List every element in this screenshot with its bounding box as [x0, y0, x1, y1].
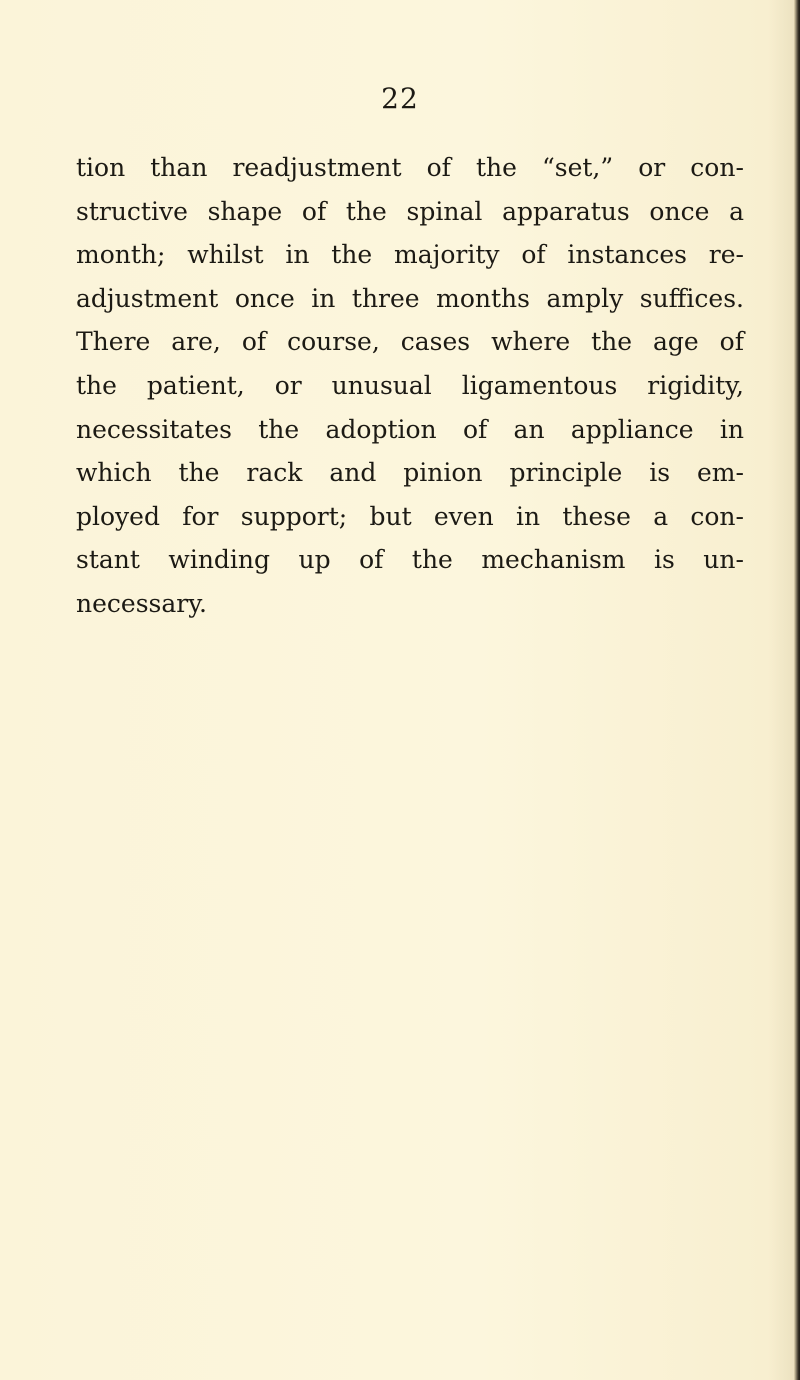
word: adjustment	[76, 283, 219, 313]
word: a	[653, 501, 669, 531]
word: these	[562, 501, 631, 531]
word: the	[76, 370, 117, 400]
word: support;	[240, 501, 348, 531]
word: con-	[690, 153, 744, 182]
word: amply	[546, 283, 624, 313]
word: con-	[690, 501, 744, 531]
word: of	[719, 327, 744, 357]
word: age	[652, 327, 699, 357]
word: majority	[394, 240, 500, 270]
word: and	[329, 458, 377, 488]
word: once	[649, 196, 710, 226]
word: even	[433, 501, 494, 531]
word: cases	[400, 327, 471, 357]
word: patient,	[146, 370, 245, 400]
word: once	[234, 283, 295, 313]
word: There	[76, 327, 151, 357]
word: re-	[708, 240, 744, 270]
word: unusual	[331, 370, 432, 400]
word: necessitates	[76, 414, 232, 444]
word: in	[311, 283, 336, 313]
word: in	[285, 240, 310, 270]
text-line	[76, 408, 744, 452]
word: apparatus	[502, 196, 630, 226]
word: the	[411, 545, 453, 575]
page-edge-shadow	[794, 0, 800, 1380]
word: of	[521, 240, 546, 270]
text-line	[76, 190, 744, 234]
word: where	[491, 327, 571, 357]
text-line	[76, 538, 744, 582]
word: for	[182, 501, 219, 531]
text-line	[76, 451, 744, 495]
word: a	[729, 196, 744, 226]
word: is	[649, 458, 671, 488]
word: or	[638, 153, 666, 182]
word: pinion	[403, 458, 483, 488]
text-line	[76, 582, 744, 626]
word: winding	[168, 545, 271, 575]
word: or	[274, 370, 302, 400]
word: rack	[246, 458, 303, 488]
word: in	[719, 414, 744, 444]
word: course,	[287, 327, 380, 357]
word: tion	[76, 153, 126, 182]
word: rigidity,	[647, 370, 744, 400]
word: the	[475, 153, 517, 182]
word: than	[150, 153, 208, 182]
word: stant	[76, 545, 140, 575]
word: an	[513, 414, 545, 444]
word: but	[369, 501, 412, 531]
word: adoption	[325, 414, 437, 444]
word: the	[591, 327, 633, 357]
word: spinal	[406, 196, 483, 226]
word: are,	[171, 327, 221, 357]
word: of	[241, 327, 267, 357]
word: un-	[703, 545, 744, 575]
word: appliance	[570, 414, 694, 444]
word: ligamentous	[461, 370, 618, 400]
word: of	[359, 545, 384, 575]
text-line	[76, 495, 744, 539]
word: of	[462, 414, 488, 444]
word: the	[331, 240, 373, 270]
word: structive	[76, 196, 188, 226]
word: necessary.	[76, 588, 207, 618]
page-number: 22	[381, 82, 419, 115]
word: whilst	[187, 240, 264, 270]
text-line	[76, 277, 744, 321]
word: of	[426, 153, 451, 182]
word: principle	[509, 458, 623, 488]
word: up	[298, 545, 331, 575]
word: of	[301, 196, 327, 226]
word: the	[258, 414, 300, 444]
word: is	[653, 545, 675, 575]
text-line	[76, 233, 744, 277]
word: mechanism	[481, 545, 626, 575]
word: the	[345, 196, 387, 226]
word: shape	[207, 196, 283, 226]
body-text	[76, 146, 744, 626]
word: in	[515, 501, 541, 531]
word: ployed	[76, 501, 160, 531]
word: months	[436, 283, 530, 313]
word: em-	[696, 458, 744, 488]
word: month;	[76, 240, 166, 270]
word: “set,”	[541, 153, 614, 182]
word: suffices.	[639, 283, 744, 313]
word: readjustment	[232, 153, 402, 182]
text-line	[76, 364, 744, 408]
word: the	[178, 458, 220, 488]
text-line	[76, 320, 744, 364]
text-line	[76, 146, 744, 190]
word: which	[76, 458, 152, 488]
word: three	[351, 283, 420, 313]
word: instances	[567, 240, 688, 270]
